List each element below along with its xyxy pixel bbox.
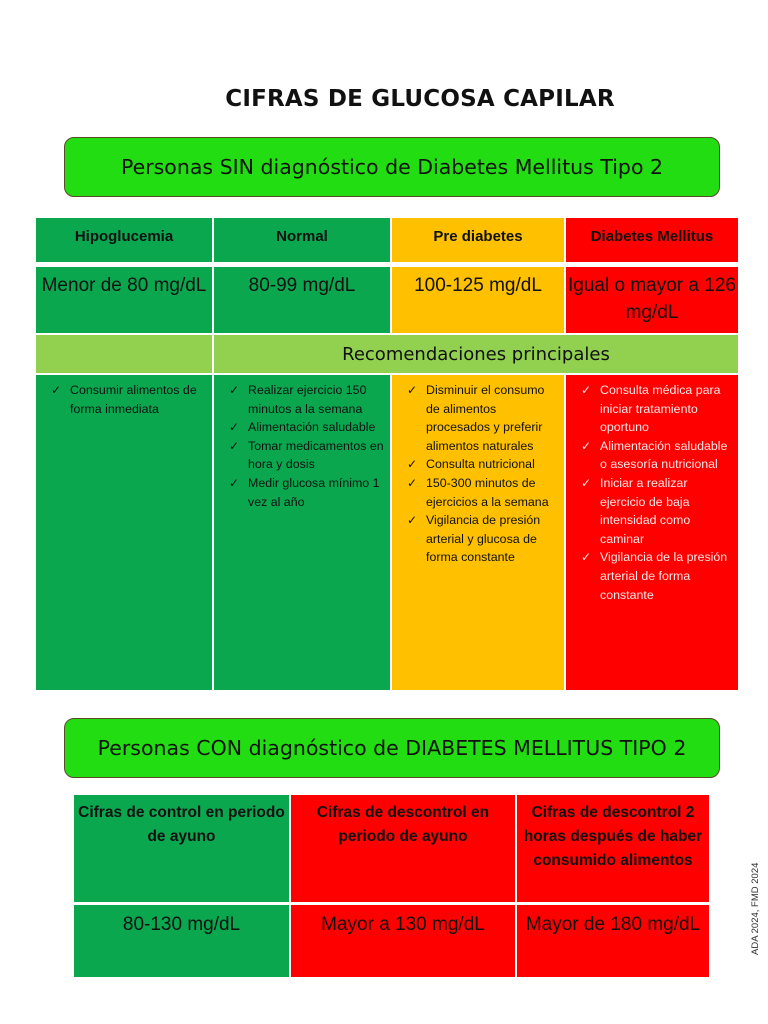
check-icon: ✓ [229, 420, 240, 435]
list-item: ✓ 150-300 minutos de ejercicios a la semana [407, 476, 549, 509]
header-hipoglucemia: Hipoglucemia [36, 218, 212, 262]
value-descontrol-postprandial: Mayor de 180 mg/dL [517, 905, 709, 977]
recs-title: Recomendaciones principales [214, 335, 738, 373]
list-item: ✓ Vigilancia de presión arterial y glucosa de forma constante [407, 513, 541, 565]
value-normal: 80-99 mg/dL [214, 267, 390, 333]
header-normal: Normal [214, 218, 390, 262]
list-item: ✓ Vigilancia de la presión arterial de forma constante [581, 550, 728, 602]
page-title: CIFRAS DE GLUCOSA CAPILAR [225, 86, 615, 112]
value-pre-diabetes: 100-125 mg/dL [392, 267, 564, 333]
recs-column-diabetes-mellitus [566, 375, 738, 690]
header-diabetes-mellitus: Diabetes Mellitus [566, 218, 738, 262]
recs-column-hipoglucemia [36, 375, 212, 690]
check-icon: ✓ [407, 457, 418, 472]
list-item: ✓ Consulta médica para iniciar tratamiento oportuno [581, 383, 721, 435]
list-item: ✓ Consumir alimentos de forma inmediata [51, 383, 197, 416]
header-control-ayuno: Cifras de control en periodo de ayuno [74, 795, 289, 902]
check-icon: ✓ [407, 513, 418, 528]
header-descontrol-postprandial: Cifras de descontrol 2 horas después de haber consumido alimentos [517, 795, 709, 902]
list-item: ✓ Iniciar a realizar ejercicio de baja intensidad como caminar [581, 476, 691, 546]
recs-column-normal [214, 375, 390, 690]
check-icon: ✓ [229, 383, 240, 397]
check-icon: ✓ [229, 438, 240, 453]
check-icon: ✓ [581, 550, 592, 565]
list-item: ✓ Alimentación saludable o asesoría nutricional [581, 438, 728, 472]
check-icon: ✓ [581, 476, 592, 491]
section1-banner: Personas SIN diagnóstico de Diabetes Mellitus Tipo 2 [64, 137, 720, 197]
value-hipoglucemia: Menor de 80 mg/dL [36, 267, 212, 333]
check-icon: ✓ [229, 476, 240, 491]
source-note: ADA 2024, FMD 2024 [750, 862, 761, 955]
check-icon: ✓ [581, 383, 592, 397]
check-icon: ✓ [581, 438, 592, 453]
section2-banner: Personas CON diagnóstico de DIABETES MELLITUS TIPO 2 [64, 718, 720, 778]
recs-column-pre-diabetes [392, 375, 564, 690]
header-pre-diabetes: Pre diabetes [392, 218, 564, 262]
list-item: ✓ Medir glucosa mínimo 1 vez al año [229, 476, 380, 509]
value-control-ayuno: 80-130 mg/dL [74, 905, 289, 977]
list-item: ✓ Tomar medicamentos en hora y dosis [229, 438, 384, 472]
list-item: ✓ Realizar ejercicio 150 minutos a la semana [229, 383, 367, 416]
check-icon: ✓ [407, 383, 418, 397]
value-diabetes-mellitus: Igual o mayor a 126 mg/dL [566, 267, 738, 333]
list-item: ✓ Consulta nutricional [407, 457, 535, 472]
check-icon: ✓ [51, 383, 62, 397]
header-descontrol-ayuno: Cifras de descontrol en periodo de ayuno [291, 795, 515, 902]
check-icon: ✓ [407, 476, 418, 491]
list-item: ✓ Alimentación saludable [229, 420, 376, 435]
list-item: ✓ Disminuir el consumo de alimentos procesados y preferir alimentos naturales [407, 383, 545, 453]
recs-title-spacer [36, 335, 212, 373]
value-descontrol-ayuno: Mayor a 130 mg/dL [291, 905, 515, 977]
